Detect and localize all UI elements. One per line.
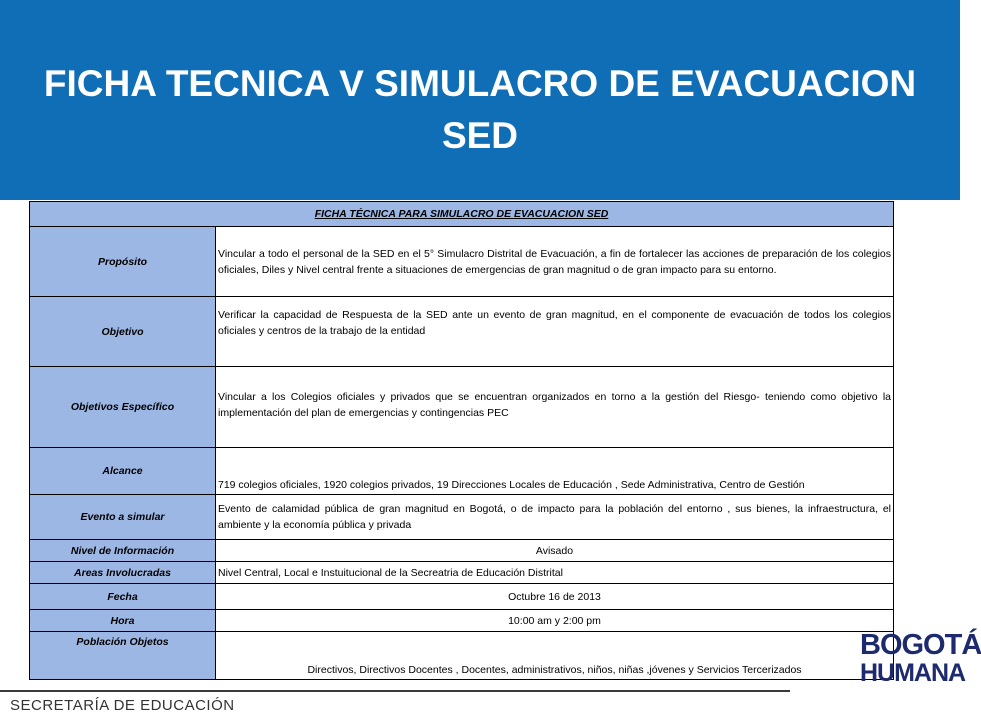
row-value-nivel-informacion: Avisado [216,540,894,562]
table-title: FICHA TÉCNICA PARA SIMULACRO DE EVACUACION SED [30,202,894,227]
table-header-row [30,202,894,227]
row-value-alcance: 719 colegios oficiales, 1920 colegios privados, 19 Direcciones Locales de Educación , Sede Administrativa, Centro de Gestión [216,448,894,495]
row-value-poblacion: Directivos, Directivos Docentes , Docentes, administrativos, niños, niñas ,jóvenes y Servicios Tercerizados [216,632,894,680]
row-label-alcance: Alcance [30,448,216,495]
table-row [30,632,894,680]
row-label-areas: Areas Involucradas [30,562,216,584]
table-row [30,448,894,495]
bogota-humana-logo [860,629,981,712]
table-row [30,540,894,562]
title-banner [0,0,960,200]
row-value-areas: Nivel Central, Local e Instuitucional de la Secreatria de Educación Distrital [216,562,894,584]
footer-divider [0,690,790,692]
row-value-proposito: Vincular a todo el personal de la SED en el 5° Simulacro Distrital de Evacuación, a fin de fortalecer las acciones de preparación de los colegios oficiales, Diles y Nivel central frente a situaciones de emergencias de gran magnitud o de gran impacto para su entorno. [216,227,894,297]
row-value-hora: 10:00 am y 2:00 pm [216,610,894,632]
table-row [30,562,894,584]
table-row [30,584,894,610]
row-label-proposito: Propósito [30,227,216,297]
row-label-hora: Hora [30,610,216,632]
slide-title: FICHA TECNICA V SIMULACRO DE EVACUACION SED [43,63,917,156]
row-value-objetivos-especificos: Vincular a los Colegios oficiales y privados que se encuentran organizados en torno a la gestión del Riesgo- teniendo como objetivo la implementación del plan de emergencias y contingencias PEC [216,367,894,448]
row-label-poblacion: Población Objetos [30,632,216,680]
row-label-objetivos-especificos: Objetivos Específico [30,367,216,448]
table-row [30,610,894,632]
row-value-fecha: Octubre 16 de 2013 [216,584,894,610]
table-row [30,495,894,540]
row-label-nivel-informacion: Nivel de Información [30,540,216,562]
row-label-objetivo: Objetivo [30,297,216,367]
row-label-fecha: Fecha [30,584,216,610]
footer-org-name: SECRETARÍA DE EDUCACIÓN [10,697,235,714]
row-value-evento: Evento de calamidad pública de gran magnitud en Bogotá, o de impacto para la población del entorno , sus bienes, la infraestructura, el ambiente y la economía pública y privada [216,495,894,540]
table-row [30,367,894,448]
table-row [30,227,894,297]
logo-line-2: HUMANA [860,659,966,687]
row-value-objetivo: Verificar la capacidad de Respuesta de la SED ante un evento de gran magnitud, en el componente de evacuación de todos los colegios oficiales y centros de la trabajo de la entidad [216,297,894,367]
ficha-tecnica-table [29,201,894,680]
row-label-evento: Evento a simular [30,495,216,540]
logo-line-1: BOGOTÁ [860,629,981,661]
table-row [30,297,894,367]
